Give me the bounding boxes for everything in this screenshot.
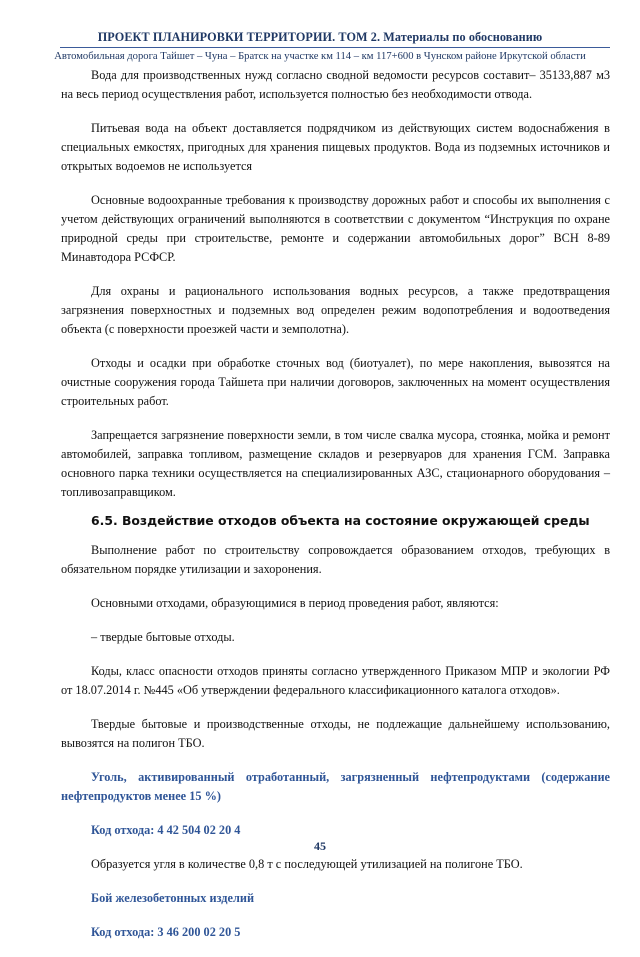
waste-name: Уголь, активированный отработанный, загрязненный нефтепродуктами (содержание нефтепродуктов менее 15 %) bbox=[61, 770, 610, 803]
waste-code: Код отхода: 4 42 504 02 20 4 bbox=[91, 823, 241, 837]
paragraph: Отходы и осадки при обработке сточных вод (биотуалет), по мере накопления, вывозятся на очистные сооружения города Тайшета при наличии договоров, заключенных на момент осуществления строительных работ. bbox=[61, 356, 610, 408]
paragraph: Вода для производственных нужд согласно сводной ведомости ресурсов составит– 35133,887 м3 на весь период осуществления работ, используется полностью без необходимости отвода. bbox=[61, 68, 610, 101]
paragraph: Основные водоохранные требования к производству дорожных работ и способы их выполнения с учетом действующих ограничений выполняются в соответствии с документом “Инструкция по охране природной среды при строительстве, ремонте и содержании автомобильных дорог” ВСН 8-89 Минавтодора РСФСР. bbox=[61, 193, 610, 264]
document-body bbox=[61, 66, 610, 957]
waste-name: Бой железобетонных изделий bbox=[91, 891, 255, 905]
paragraph: Коды, класс опасности отходов приняты согласно утвержденного Приказом МПР и экологии РФ от 18.07.2014 г. №445 «Об утверждении федерального классификационного каталога отходов». bbox=[61, 664, 610, 697]
paragraph: Питьевая вода на объект доставляется подрядчиком из действующих систем водоснабжения в специальных емкостях, пригодных для хранения пищевых продуктов. Вода из подземных источников и открытых водоемов не используется bbox=[61, 121, 610, 173]
header-subtitle: Автомобильная дорога Тайшет – Чуна – Братск на участке км 114 – км 117+600 в Чунском районе Иркутской области bbox=[54, 51, 586, 62]
paragraph: Образуется угля в количестве 0,8 т с последующей утилизацией на полигоне ТБО. bbox=[91, 857, 523, 871]
header-title: ПРОЕКТ ПЛАНИРОВКИ ТЕРРИТОРИИ. ТОМ 2. Материалы по обоснованию bbox=[97, 30, 543, 44]
paragraph: Основными отходами, образующимися в период проведения работ, являются: bbox=[91, 596, 499, 610]
paragraph: Для охраны и рационального использования водных ресурсов, а также предотвращения загрязнения поверхностных и подземных вод определен режим водопотребления и водоотведения объекта (с поверхности проезжей части и земполотна). bbox=[61, 284, 610, 336]
list-item: – твердые бытовые отходы. bbox=[91, 630, 235, 644]
paragraph: Запрещается загрязнение поверхности земли, в том числе свалка мусора, стоянка, мойка и ремонт автомобилей, заправка топливом, размещение складов и резервуаров для хранения ГСМ. Заправка основного парка техники осуществляется на специализированных АЗС, стационарного оборудования – топливозаправщиком. bbox=[61, 428, 610, 499]
page-number: 45 bbox=[314, 839, 326, 853]
paragraph: Выполнение работ по строительству сопровождается образованием отходов, требующих в обязательном порядке утилизации и захоронения. bbox=[61, 543, 610, 576]
header-divider bbox=[60, 47, 610, 48]
waste-code: Код отхода: 3 46 200 02 20 5 bbox=[91, 925, 241, 939]
section-heading: 6.5. Воздействие отходов объекта на состояние окружающей среды bbox=[91, 513, 590, 528]
paragraph: Твердые бытовые и производственные отходы, не подлежащие дальнейшему использованию, вывозятся на полигон ТБО. bbox=[61, 717, 610, 750]
